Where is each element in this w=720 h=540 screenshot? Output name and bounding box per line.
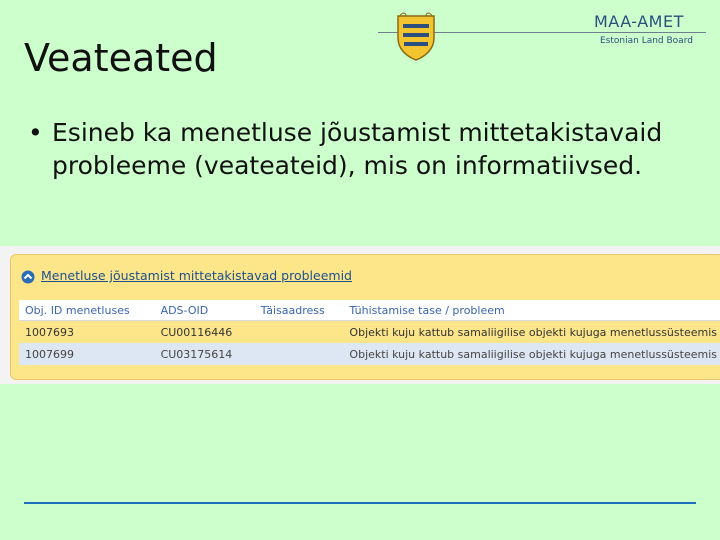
bullet-item <box>28 116 708 182</box>
bullet-dot: • <box>28 118 43 147</box>
cell-address <box>255 321 344 344</box>
column-header-ads-oid[interactable]: ADS-OID <box>155 300 255 321</box>
cell-ads-oid: CU00116446 <box>155 321 255 344</box>
screenshot-panel <box>0 246 720 384</box>
cell-obj-id: 1007699 <box>19 343 155 365</box>
table-header-row <box>19 300 720 321</box>
cell-ads-oid: CU03175614 <box>155 343 255 365</box>
collapse-icon[interactable] <box>21 270 35 284</box>
cell-address <box>255 343 344 365</box>
table-row[interactable] <box>19 321 720 344</box>
logo-name: MAA-AMET <box>594 12 684 31</box>
column-header-obj-id[interactable]: Obj. ID menetluses <box>19 300 155 321</box>
slide-title: Veateated <box>24 36 218 80</box>
column-header-problem[interactable]: Tühistamise tase / probleem <box>343 300 720 321</box>
table-row[interactable] <box>19 343 720 365</box>
cell-problem: Objekti kuju kattub samaliigilise objekti kujuga menetlussüsteemis <box>343 321 720 344</box>
bullet-text: Esineb ka menetluse jõustamist mittetakistavaid probleeme (veateateid), mis on informatiivsed. <box>52 118 663 180</box>
problems-table <box>19 300 720 365</box>
estonian-coat-of-arms-icon <box>394 12 438 62</box>
panel-heading-link[interactable]: Menetluse jõustamist mittetakistavad probleemid <box>41 268 352 283</box>
cell-problem: Objekti kuju kattub samaliigilise objekti kujuga menetlussüsteemis <box>343 343 720 365</box>
logo-subtitle: Estonian Land Board <box>600 36 693 46</box>
column-header-address[interactable]: Täisaadress <box>255 300 344 321</box>
problems-panel <box>10 254 720 380</box>
bottom-rule <box>24 502 696 504</box>
cell-obj-id: 1007693 <box>19 321 155 344</box>
